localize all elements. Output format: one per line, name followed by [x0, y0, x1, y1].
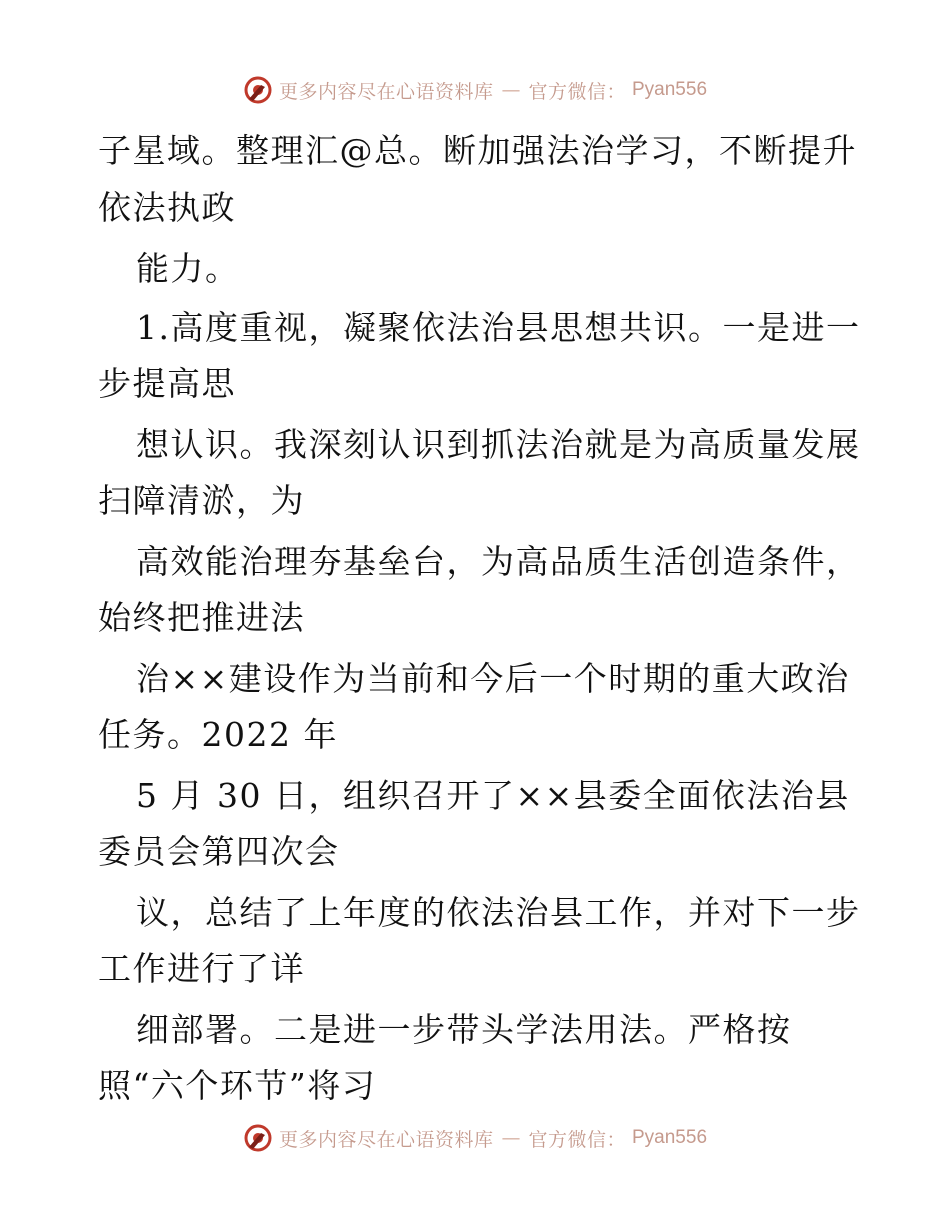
- text-line-4: 1.高度重视，凝聚依法治县思想共识。一是进一: [136, 308, 861, 347]
- watermark-handle: Pyan556: [632, 1127, 708, 1148]
- watermark-label: 官方微信：: [528, 1128, 626, 1151]
- seal-logo-icon: [243, 75, 273, 105]
- text-line-9: 始终把推进法: [98, 598, 305, 637]
- text-line-7: 扫障清淤，为: [98, 481, 305, 520]
- watermark-label: 官方微信：: [528, 80, 626, 103]
- watermark-separator: —: [501, 1127, 521, 1149]
- text-line-17: 照“六个环节”将习: [98, 1066, 377, 1105]
- text-line-3: 能力。: [136, 249, 240, 288]
- text-line-8: 高效能治理夯基垒台，为高品质生活创造条件，: [136, 542, 861, 581]
- text-line-14: 议，总结了上年度的依法治县工作，并对下一步: [136, 893, 861, 932]
- watermark-separator: —: [501, 79, 521, 101]
- seal-logo-icon: [243, 1123, 273, 1153]
- watermark-handle: Pyan556: [632, 79, 708, 100]
- header-watermark: [0, 70, 950, 110]
- text-line-15: 工作进行了详: [98, 949, 305, 988]
- text-line-5: 步提高思: [98, 364, 236, 403]
- text-line-2: 依法执政: [98, 188, 236, 227]
- text-line-10: 治××建设作为当前和今后一个时期的重大政治: [136, 659, 850, 698]
- text-line-11: 任务。2022 年: [98, 715, 338, 754]
- footer-watermark: [0, 1118, 950, 1158]
- text-line-6: 想认识。我深刻认识到抓法治就是为高质量发展: [136, 425, 861, 464]
- watermark-text: 更多内容尽在心语资料库: [278, 80, 494, 103]
- watermark-text: 更多内容尽在心语资料库: [278, 1128, 494, 1151]
- text-line-1: 子星域。整理汇@总。断加强法治学习，不断提升: [98, 131, 857, 170]
- text-line-13: 委员会第四次会: [98, 832, 340, 871]
- text-line-16: 细部署。二是进一步带头学法用法。严格按: [136, 1010, 792, 1049]
- text-line-12: 5 月 30 日，组织召开了××县委全面依法治县: [136, 776, 850, 815]
